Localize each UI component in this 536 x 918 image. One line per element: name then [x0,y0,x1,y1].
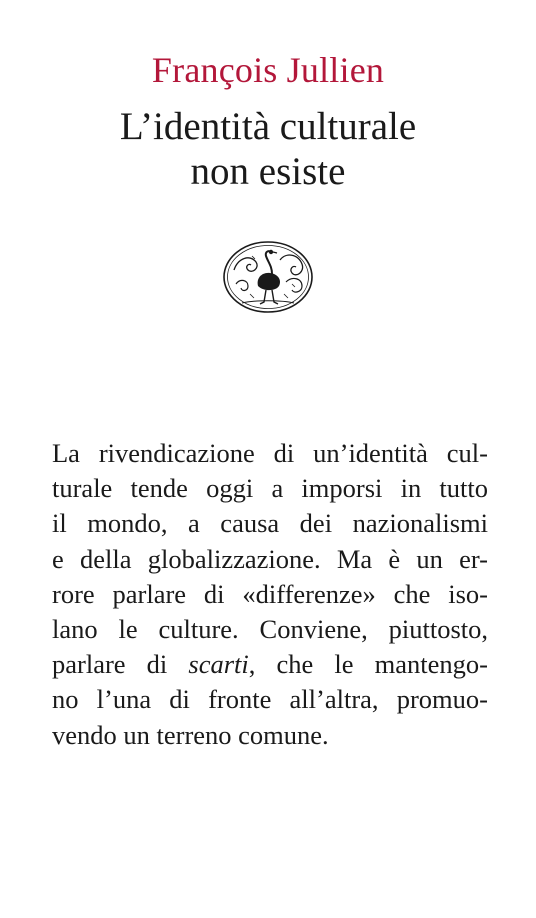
book-title [0,104,536,194]
author-name: François Jullien [151,50,385,90]
blurb-line: La rivendicazione di un’identità cul- [52,438,488,468]
blurb-fragment: parlare di [52,649,189,680]
blurb-line: no l’una di fronte all’altra, promuo- [52,684,488,715]
blurb-line: rore parlare di «differenze» che iso- [52,578,488,609]
blurb-line: lano le culture. Conviene, piuttosto, [52,614,488,645]
blurb-text [52,436,488,753]
blurb-line: il mondo, a causa dei nazionalismi [52,508,488,539]
blurb-fragment: , che le mantengo- [248,649,488,680]
blurb-line [52,647,488,682]
title-line-2: non esiste [190,150,346,193]
title-line-1: L’identità culturale [119,105,417,148]
blurb-line: turale tende oggi a imporsi in tutto [52,473,488,504]
blurb-line: vendo un terreno comune. [52,719,329,750]
publisher-emblem-ostrich-icon [222,240,314,314]
blurb-line: e della globalizzazione. Ma è un er- [52,543,488,574]
blurb-italic-word: scarti [188,649,249,680]
